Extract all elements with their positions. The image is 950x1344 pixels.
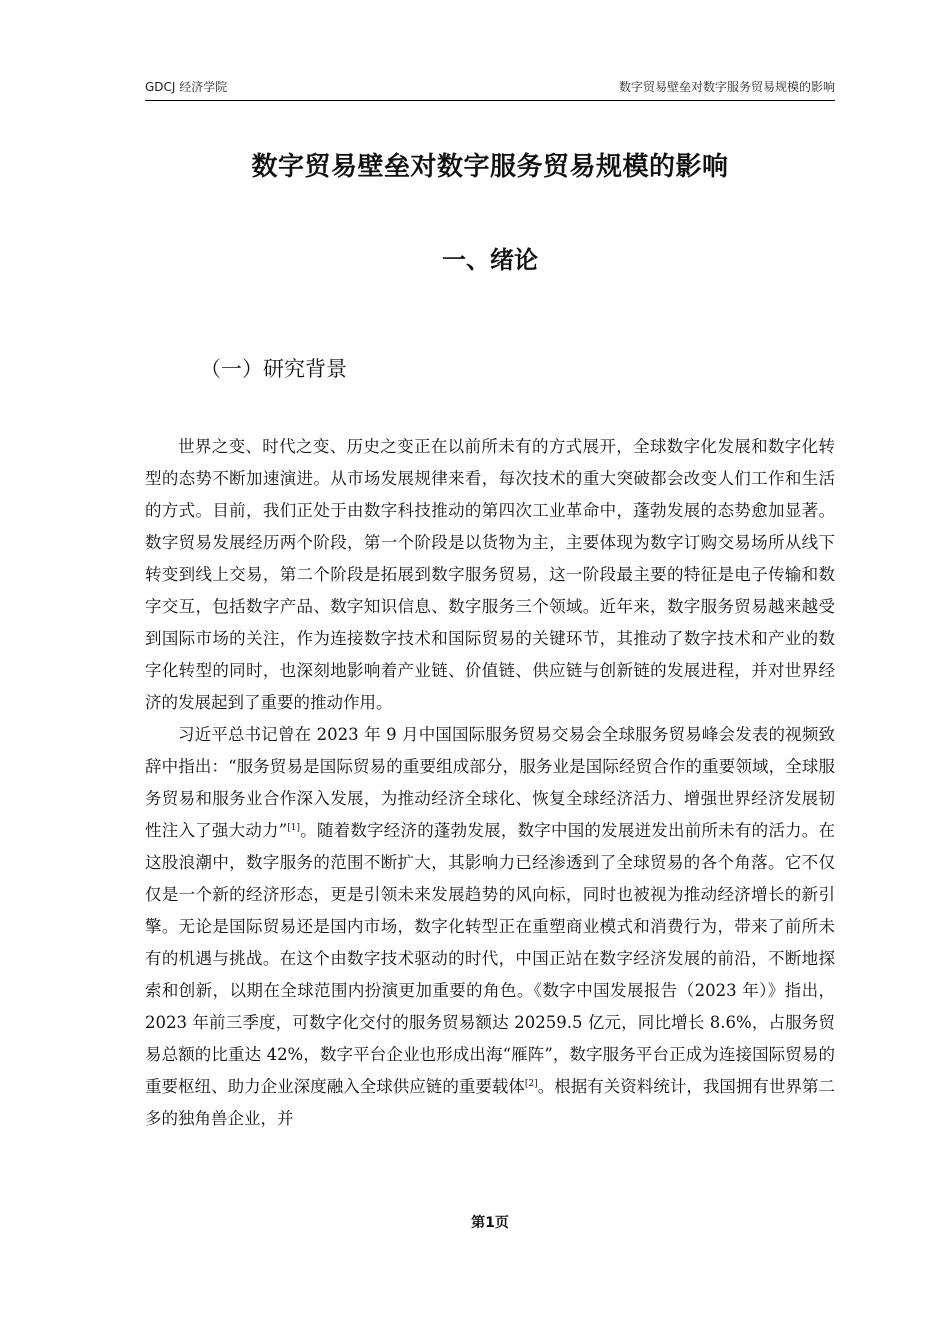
header-divider [145,100,835,101]
paragraph-2-part-3: 。根据有关资料统计，我国拥有世界第二多的独角兽企业，并 [145,1077,836,1128]
paper-title: 数字贸易壁垒对数字服务贸易规模的影响 [251,152,729,182]
paragraph-2-part-2: 。随着数字经济的蓬勃发展，数字中国的发展迸发出前所未有的活力。在这股浪潮中，数字服务的范围不断扩大，其影响力已经渗透到了全球贸易的各个角落。它不仅仅是一个新的经济形态，更是引领未来发展趋势的风向标，同时也被视为推动经济增长的新引擎。无论是国际贸易还是国内市场，数字化转型正在重塑商业模式和消费行为，带来了前所未有的机遇与挑战。在这个由数字技术驱动的时代，中国正站在数字经济发展的前沿，不断地探索和创新，以期在全球范围内扮演更加重要的角色。《数字中国发展报告（2023 年）》指出，2023 年前三季度，可数字化交付的服务贸易额达 20259.5 亿元，同比增长 8.6%，占服务贸易总额的比重达 42%，数字平台企业也形成出海“雁阵”，数字服务平台正成为连接国际贸易的重要枢纽、助力企业深度融入全球供应链的重要载体 [145,821,836,1096]
running-header [145,78,835,100]
header-paper-title: 数字贸易壁垒对数字服务贸易规模的影响 [618,80,835,94]
page-number: 第1页 [471,1215,509,1231]
paragraph-1: 世界之变、时代之变、历史之变正在以前所未有的方式展开，全球数字化发展和数字化转型的态势不断加速演进。从市场发展规律来看，每次技术的重大突破都会改变人们工作和生活的方式。目前，我们正处于由数字科技推动的第四次工业革命中，蓬勃发展的态势愈加显著。数字贸易发展经历两个阶段，第一个阶段是以货物为主，主要体现为数字订购交易场所从线下转变到线上交易，第二个阶段是拓展到数字服务贸易，这一阶段最主要的特征是电子传输和数字交互，包括数字产品、数字知识信息、数字服务三个领域。近年来，数字服务贸易越来越受到国际市场的关注，作为连接数字技术和国际贸易的关键环节，其推动了数字技术和产业的数字化转型的同时，也深刻地影响着产业链、价值链、供应链与创新链的发展进程，并对世界经济的发展起到了重要的推动作用。 [145,437,835,712]
body-text [145,431,835,1135]
section-heading: 一、绪论 [442,246,538,274]
header-institution: GDCJ 经济学院 [145,80,228,94]
subsection-heading: （一）研究背景 [200,357,347,381]
paragraph-2-part-1: 习近平总书记曾在 2023 年 9 月中国国际服务贸易交易会全球服务贸易峰会发表的视频致辞中指出：“服务贸易是国际贸易的重要组成部分，服务业是国际经贸合作的重要领域，全球服务贸易和服务业合作深入发展，为推动经济全球化、恢复全球经济活力、增强世界经济发展韧性注入了强大动力” [145,725,835,840]
paragraph-2 [145,719,835,1135]
citation-ref-1: [1] [287,823,300,833]
citation-ref-2: [2] [524,1079,538,1089]
